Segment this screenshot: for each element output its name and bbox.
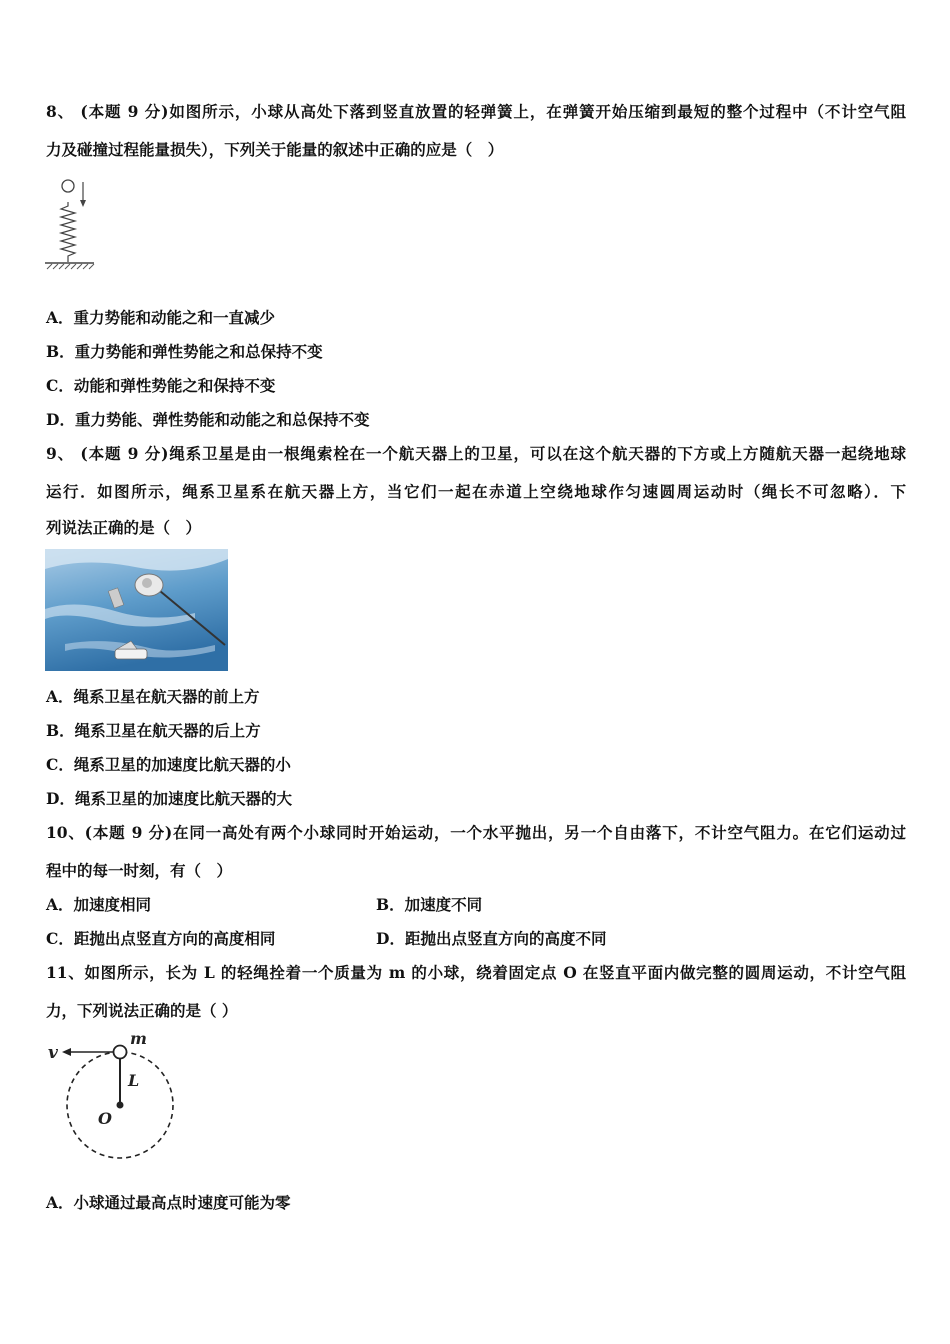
label-O: O bbox=[98, 1109, 112, 1128]
ground-hatching bbox=[47, 264, 94, 269]
fall-arrow-head bbox=[80, 200, 86, 207]
q9-option-d: D．绳系卫星的加速度比航天器的大 bbox=[46, 789, 292, 808]
q9-stem-line3: 列说法正确的是（ ） bbox=[46, 518, 202, 537]
q9-option-a: A．绳系卫星在航天器的前上方 bbox=[46, 687, 260, 706]
q9-option-c: C．绳系卫星的加速度比航天器的小 bbox=[46, 755, 291, 774]
velocity-arrow-head bbox=[62, 1048, 71, 1056]
spring-figure bbox=[44, 178, 100, 270]
q9-stem-line2: 运行．如图所示，绳系卫星系在航天器上方，当它们一起在赤道上空绕地球作匀速圆周运动时（绳长不可忽略）．下 bbox=[46, 482, 906, 501]
q10-option-a: A．加速度相同 bbox=[46, 895, 152, 914]
q8-option-b: B．重力势能和弹性势能之和总保持不变 bbox=[46, 342, 323, 361]
q11-stem-line2: 力，下列说法正确的是（ ） bbox=[46, 1001, 238, 1020]
q8-stem-line2: 力及碰撞过程能量损失），下列关于能量的叙述中正确的应是（ ） bbox=[46, 140, 504, 159]
q9-option-b: B．绳系卫星在航天器的后上方 bbox=[46, 721, 261, 740]
label-v: v bbox=[48, 1043, 58, 1063]
label-L: L bbox=[128, 1071, 140, 1090]
q10-option-c: C．距抛出点竖直方向的高度相同 bbox=[46, 929, 276, 948]
q9-stem-line1: 9、 (本题 9 分)绳系卫星是由一根绳索栓在一个航天器上的卫星，可以在这个航天器的下方或上方随航天器一起绕地球 bbox=[46, 444, 906, 463]
q8-option-a: A．重力势能和动能之和一直减少 bbox=[46, 308, 276, 327]
spring bbox=[61, 202, 75, 262]
ball bbox=[62, 180, 74, 192]
ball-m bbox=[114, 1046, 127, 1059]
q11-stem-line1: 11、如图所示，长为 L 的轻绳拴着一个质量为 m 的小球，绕着固定点 O 在竖直平面内做完整的圆周运动，不计空气阻 bbox=[46, 963, 906, 982]
q10-option-d: D．距抛出点竖直方向的高度不同 bbox=[376, 929, 607, 948]
tethered-satellite-photo bbox=[45, 549, 228, 671]
spacecraft bbox=[115, 649, 147, 659]
q8-option-d: D．重力势能、弹性势能和动能之和总保持不变 bbox=[46, 410, 370, 429]
q11-option-a: A．小球通过最高点时速度可能为零 bbox=[46, 1193, 291, 1212]
q8-option-c: C．动能和弹性势能之和保持不变 bbox=[46, 376, 276, 395]
circular-motion-figure bbox=[44, 1028, 179, 1164]
label-m: m bbox=[130, 1029, 147, 1048]
q10-stem-line1: 10、(本题 9 分)在同一高处有两个小球同时开始运动，一个水平抛出，另一个自由落下，不计空气阻力。在它们运动过 bbox=[46, 823, 906, 842]
q10-option-b: B．加速度不同 bbox=[376, 895, 483, 914]
q10-stem-line2: 程中的每一时刻，有（ ） bbox=[46, 861, 233, 880]
center-o bbox=[117, 1102, 124, 1109]
q8-stem-line1: 8、 (本题 9 分)如图所示，小球从高处下落到竖直放置的轻弹簧上，在弹簧开始压缩到最短的整个过程中（不计空气阻 bbox=[46, 102, 906, 121]
